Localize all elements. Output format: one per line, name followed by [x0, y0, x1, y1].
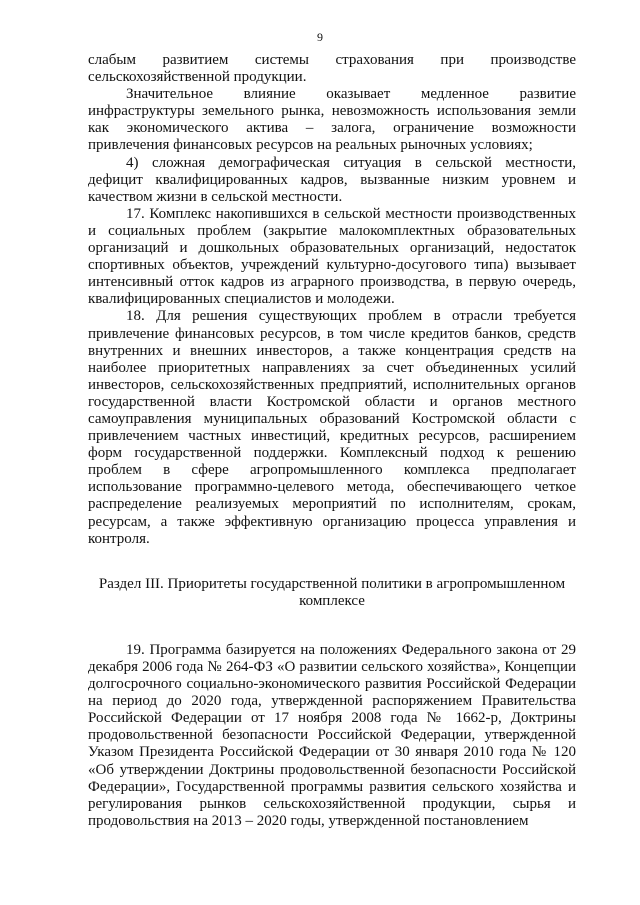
paragraph-item-17: 17. Комплекс накопившихся в сельской местности производственных и социальных проблем (закрытие малокомплектных образовательных организаций и дошкольных образовательных организаций, недостаток спортивных объектов, учреждений культурно-досугового типа) вызывает интенсивный отток кадров из аграрного производства, в первую очередь, квалифицированных специалистов и молодежи. — [88, 205, 576, 308]
section-heading: Раздел III. Приоритеты государственной политики в агропромышленном комплексе — [98, 575, 566, 609]
paragraph-item-18: 18. Для решения существующих проблем в отрасли требуется привлечение финансовых ресурсов, в том числе кредитов банков, средств внутренних и внешних инвесторов, а также концентрация средств на наиболее приоритетных направлениях за счет объединенных усилий инвесторов, сельскохозяйственных предприятий, исполнительных органов государственной власти Костромской области и органов местного самоуправления муниципальных образований Костромской области с привлечением частных инвестиций, кредитных ресурсов, расширением форм государственной поддержки. Комплексный подход к решению проблем в сфере агропромышленного комплекса предполагает использование программно-целевого метода, обеспечивающего четкое распределение реализуемых мероприятий по исполнителям, срокам, ресурсам, а также эффективную организацию процесса управления и контроля. — [88, 308, 576, 547]
paragraph-item-4: 4) сложная демографическая ситуация в сельской местности, дефицит квалифицированных кадров, вызванные низким уровнем и качеством жизни в сельской местности. — [88, 154, 576, 205]
document-body — [88, 52, 576, 830]
paragraph-item-19: 19. Программа базируется на положениях Федерального закона от 29 декабря 2006 года № 264-ФЗ «О развитии сельского хозяйства», Концепции долгосрочного социально-экономического развития Российской Федерации на период до 2020 года, утвержденной распоряжением Правительства Российской Федерации от 17 ноября 2008 года № 1662-р, Доктрины продовольственной безопасности Российской Федерации, утвержденной Указом Президента Российской Федерации от 30 января 2010 года № 120 «Об утверждении Доктрины продовольственной безопасности Российской Федерации», Государственной программы развития сельского хозяйства и регулирования рынков сельскохозяйственной продукции, сырья и продовольствия на 2013 – 2020 годы, утвержденной постановлением — [88, 641, 576, 829]
page-number: 9 — [317, 30, 323, 44]
paragraph-continuation: слабым развитием системы страхования при производстве сельскохозяйственной продукции. — [88, 52, 576, 86]
paragraph-land-market: Значительное влияние оказывает медленное развитие инфраструктуры земельного рынка, невозможность использования земли как экономического актива – залога, ограничение возможности привлечения финансовых ресурсов на реальных рыночных условиях; — [88, 86, 576, 154]
